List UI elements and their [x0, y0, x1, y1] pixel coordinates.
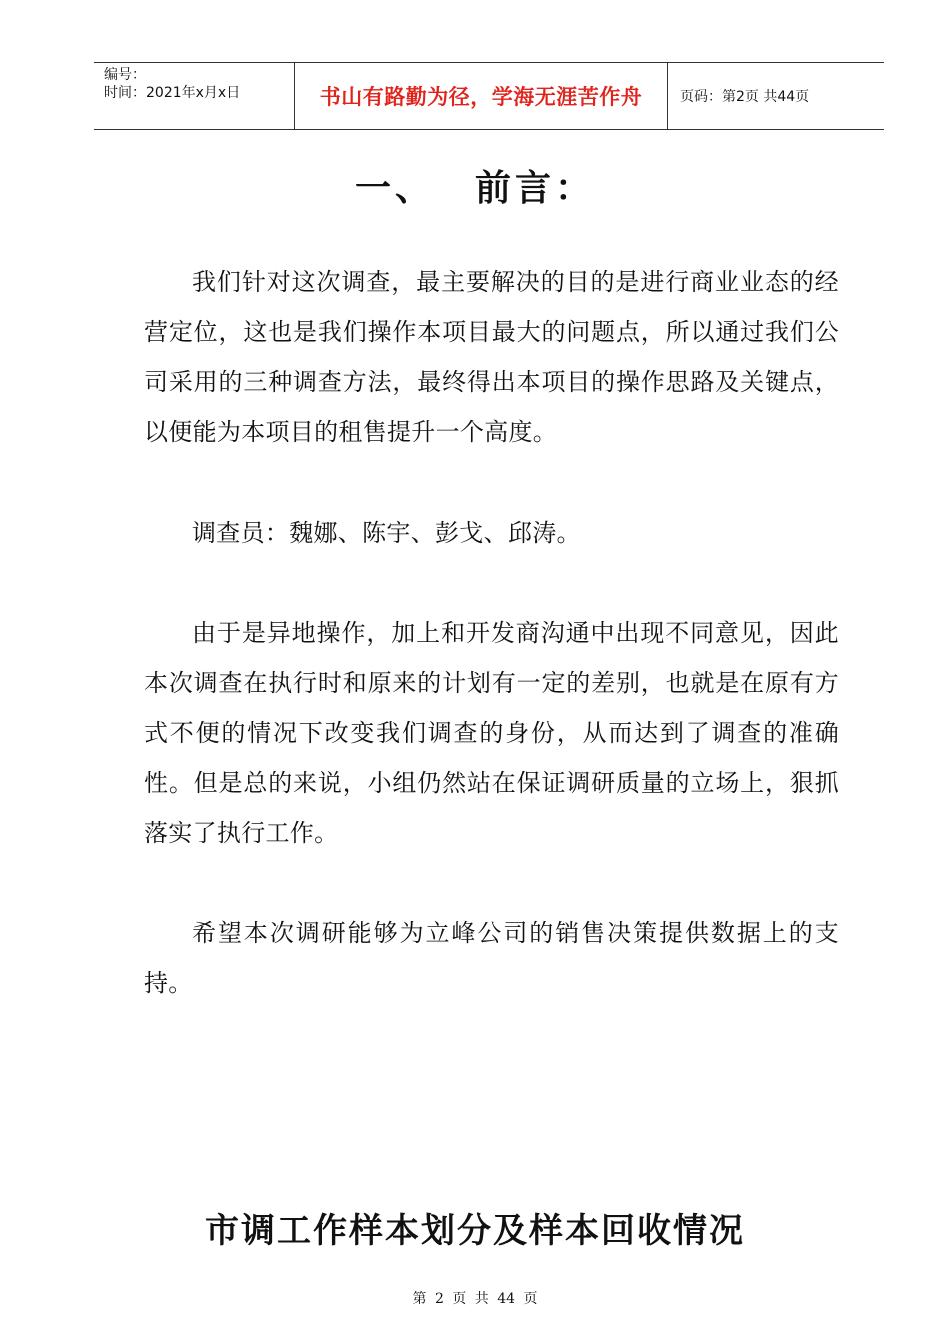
document-time-label: 时间：2021年x月x日 — [104, 85, 241, 101]
document-number-label: 编号： — [104, 67, 146, 83]
header-page-cell — [668, 63, 884, 129]
paragraph-hope: 希望本次调研能够为立峰公司的销售决策提供数据上的支持。 — [144, 919, 839, 997]
section-heading-preface — [0, 160, 950, 211]
header-motto: 书山有路勤为径，学海无涯苦作舟 — [319, 85, 643, 109]
header-motto-cell — [295, 63, 668, 129]
header-meta-cell — [94, 63, 295, 129]
page-footer: 第 2 页 共 44 页 — [412, 1291, 538, 1307]
page-header — [94, 62, 884, 130]
section-title: 前言： — [475, 168, 596, 209]
paragraph-investigators: 调查员：魏娜、陈宇、彭戈、邱涛。 — [192, 519, 581, 547]
paragraph-execution: 由于是异地操作，加上和开发商沟通中出现不同意见，因此本次调查在执行时和原来的计划有一定的差别，也就是在原有方式不便的情况下改变我们调查的身份，从而达到了调查的准确性。但是总的来说，小组仍然站在保证调研质量的立场上，狠抓落实了执行工作。 — [144, 619, 839, 847]
header-page-info: 页码：第2页 共44页 — [680, 89, 810, 105]
section-heading-samples: 市调工作样本划分及样本回收情况 — [205, 1211, 745, 1251]
paragraph-purpose: 我们针对这次调查，最主要解决的目的是进行商业业态的经营定位，这也是我们操作本项目最大的问题点，所以通过我们公司采用的三种调查方法，最终得出本项目的操作思路及关键点，以便能为本项目的租售提升一个高度。 — [144, 268, 839, 446]
section-number: 一、 — [354, 168, 435, 209]
